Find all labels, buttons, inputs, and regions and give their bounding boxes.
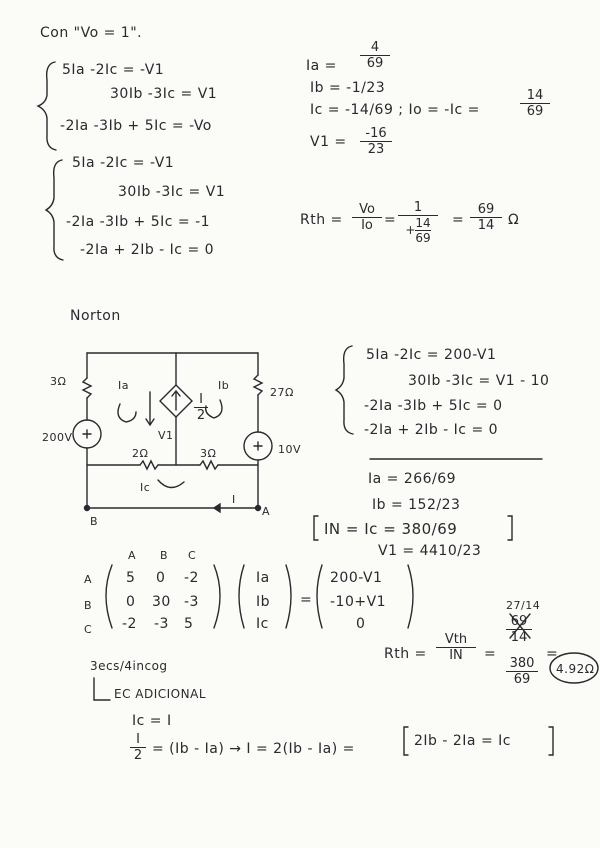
rth1-eq1: = (384, 212, 397, 228)
system1-eq3: -2Ia -3Ib + 5Ic = -Vo (60, 118, 212, 134)
system2-eq4: -2Ia + 2Ib - Ic = 0 (80, 242, 215, 258)
circuit-r-mid1: 2Ω (132, 447, 149, 460)
ib-result: Ib = -1/23 (310, 80, 386, 96)
vars-paren-r (286, 565, 291, 628)
matrix-row-c: C (84, 623, 93, 636)
circuit-node-a: A (262, 505, 271, 518)
note-eq2-rest: = (Ib - Ia) → I = 2(Ib - Ia) = (152, 741, 355, 757)
matrix-col-a: A (128, 549, 137, 562)
io-fraction: $\frac{14}{69}$ (520, 88, 550, 119)
matrix-var: Ia (256, 570, 270, 586)
matrix-var: Ic (256, 616, 269, 632)
matrix-col-b: B (160, 549, 169, 562)
vars-paren-l (239, 565, 244, 628)
circuit-node-b: B (90, 515, 99, 528)
circuit-v1: V1 (158, 429, 174, 442)
node-a (256, 506, 261, 511)
matrix-paren-l (106, 565, 112, 628)
i-current-arrow (214, 504, 220, 512)
rth2-top-note: 27/14 (506, 599, 541, 612)
in-result: IN = Ic = 380/69 (324, 520, 458, 538)
rth2-fraction-1: Vth IN (436, 632, 476, 663)
v1-label: V1 = (310, 134, 347, 150)
matrix-rhs: 200-V1 (330, 570, 383, 586)
rth1-fraction-2: 1 + $\frac{14}{69}$ (398, 200, 438, 245)
matrix-cell: -3 (154, 616, 169, 632)
circuit-v-left: 200V (42, 431, 73, 444)
additional-equation-label: EC ADICIONAL (114, 687, 206, 701)
rth2-label: Rth = (384, 646, 427, 662)
rhs-paren-r (408, 565, 413, 628)
rth1-fraction-3: $\frac{69}{14}$ (470, 202, 502, 233)
brace-system-2 (46, 160, 63, 260)
circuit-ic: Ic (140, 481, 151, 494)
system3-eq2: 30Ib -3Ic = V1 - 10 (408, 373, 550, 389)
rth1-eq2: = (452, 212, 465, 228)
circuit-r-mid2: 3Ω (200, 447, 217, 460)
rth2-eq: = (484, 646, 497, 662)
circuit-ib: Ib (218, 379, 230, 392)
bracket-right-in (508, 516, 512, 540)
system2-eq1: 5Ia -2Ic = -V1 (72, 155, 175, 171)
brace-system-3 (336, 346, 353, 434)
norton-title: Norton (70, 308, 121, 324)
resistor-mid-1 (140, 461, 158, 469)
matrix-cell: 5 (184, 616, 194, 632)
system3-eq1: 5Ia -2Ic = 200-V1 (366, 347, 497, 363)
mesh-ic-arrow (158, 480, 184, 488)
rth1-label: Rth = (300, 212, 343, 228)
rhs-paren-l (317, 565, 322, 628)
ia-label: Ia = (306, 58, 337, 74)
matrix-paren-r (214, 565, 220, 628)
system3-eq4: -2Ia + 2Ib - Ic = 0 (364, 422, 499, 438)
bracket-left-eq (404, 727, 408, 755)
rth2-crossed-fraction: $\frac{69}{14}$ (506, 614, 532, 645)
rth2-fraction-3: $\frac{380}{69}$ (506, 656, 538, 687)
circuit-r-left: 3Ω (50, 375, 67, 388)
rth1-unit: Ω (508, 212, 520, 228)
note-eq2-fraction: $\frac{I}{2}$ (130, 732, 146, 763)
v1-fraction: $\frac{-16}{23}$ (360, 126, 392, 157)
system1-eq2: 30Ib -3Ic = V1 (110, 86, 218, 102)
matrix-rhs: -10+V1 (330, 594, 387, 610)
circuit-dep-source: $\frac{I}{2}$ (194, 392, 208, 423)
circuit-v-right: 10V (278, 443, 302, 456)
matrix-cell: -2 (184, 570, 199, 586)
matrix-rhs: 0 (356, 616, 366, 632)
matrix-row-a: A (84, 573, 93, 586)
system2-eq3: -2Ia -3Ib + 5Ic = -1 (66, 214, 211, 230)
matrix-col-c: C (188, 549, 197, 562)
circuit-ia: Ia (118, 379, 129, 392)
rth2-eq2: = (546, 646, 559, 662)
v1-result-2: V1 = 4410/23 (378, 543, 482, 559)
bracket-right-eq (549, 727, 553, 755)
resistor-mid-2 (200, 461, 218, 469)
matrix-cell: -3 (184, 594, 199, 610)
mesh-ib-arrow (206, 400, 222, 418)
matrix-cell: 30 (152, 594, 171, 610)
ib-result-2: Ib = 152/23 (372, 497, 461, 513)
bracket-left-in (314, 516, 318, 540)
matrix-cell: 5 (126, 570, 136, 586)
resistor-right (254, 375, 262, 395)
ec-arrow (94, 678, 110, 700)
matrix-cell: -2 (122, 616, 137, 632)
resistor-left (83, 378, 91, 398)
matrix-row-b: B (84, 599, 93, 612)
matrix-var: Ib (256, 594, 271, 610)
note-eq1: Ic = I (132, 713, 172, 729)
matrix-cell: 0 (156, 570, 166, 586)
equations-count-note: 3ecs/4incog (90, 659, 168, 673)
condition-note: Con "Vo = 1". (40, 25, 143, 41)
system1-eq1: 5Ia -2Ic = -V1 (62, 62, 165, 78)
system2-eq2: 30Ib -3Ic = V1 (118, 184, 226, 200)
rth2-result: 4.92Ω (556, 662, 595, 676)
node-b (85, 506, 90, 511)
note-eq2-boxed: 2Ib - 2Ia = Ic (414, 733, 511, 749)
rth1-fraction-1: $\frac{Vo}{Io}$ (352, 202, 382, 233)
ia-result-2: Ia = 266/69 (368, 471, 457, 487)
circuit-i: I (232, 493, 236, 506)
brace-system-1 (38, 62, 56, 150)
mesh-ia-arrow (118, 404, 136, 422)
matrix-equals: = (300, 592, 313, 608)
matrix-cell: 0 (126, 594, 136, 610)
ia-fraction: $\frac{4}{69}$ (360, 40, 390, 71)
system3-eq3: -2Ia -3Ib + 5Ic = 0 (364, 398, 503, 414)
ic-result: Ic = -14/69 ; Io = -Ic = (310, 102, 480, 118)
circuit-r-right: 27Ω (270, 386, 294, 399)
